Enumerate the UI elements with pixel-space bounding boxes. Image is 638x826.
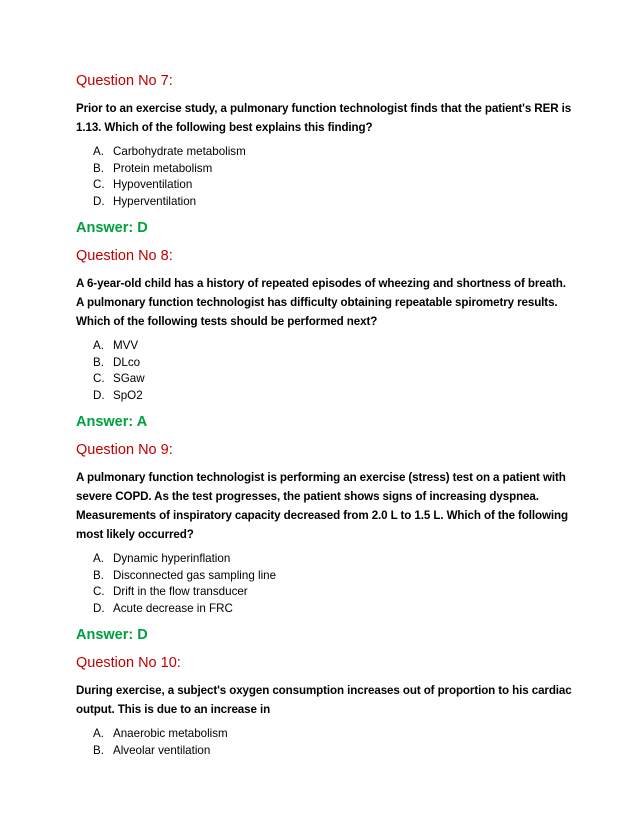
- option-item: [93, 161, 576, 178]
- answer-label: Answer: D: [76, 627, 148, 643]
- option-item: [93, 584, 576, 601]
- option-label: Protein metabolism: [113, 161, 213, 175]
- option-letter: D.: [93, 601, 105, 615]
- question-block: [76, 72, 576, 237]
- option-item: [93, 144, 576, 161]
- option-letter: B.: [93, 355, 104, 369]
- question-text: A 6-year-old child has a history of repeated episodes of wheezing and shortness of breath. A pulmonary function technologist has difficulty obtaining repeatable spirometry results. Which of the following tests should be performed next?: [76, 277, 566, 328]
- option-letter: A.: [93, 339, 104, 352]
- option-label: Dynamic hyperinflation: [113, 552, 231, 565]
- question-heading: Question No 10:: [76, 655, 181, 671]
- option-label: Disconnected gas sampling line: [113, 568, 277, 582]
- document-page: [76, 72, 576, 768]
- option-letter: B.: [93, 743, 104, 757]
- question-block: [76, 441, 576, 644]
- option-list: [93, 551, 576, 617]
- option-item: [93, 601, 576, 618]
- option-item: [93, 355, 576, 372]
- option-label: SpO2: [113, 388, 143, 402]
- question-heading: Question No 9:: [76, 442, 173, 458]
- option-item: [93, 568, 576, 585]
- option-item: [93, 194, 576, 211]
- option-label: Anaerobic metabolism: [113, 727, 228, 740]
- option-item: [93, 388, 576, 405]
- option-list: [93, 726, 576, 759]
- option-letter: A.: [93, 552, 104, 565]
- option-letter: C.: [93, 372, 105, 385]
- option-label: Acute decrease in FRC: [113, 601, 233, 615]
- option-item: [93, 743, 576, 760]
- question-block: [76, 654, 576, 759]
- option-item: [93, 551, 576, 568]
- answer-label: Answer: D: [76, 220, 148, 236]
- option-letter: D.: [93, 388, 105, 402]
- option-item: [93, 177, 576, 194]
- option-label: Hyperventilation: [113, 194, 197, 208]
- option-label: Carbohydrate metabolism: [113, 145, 246, 158]
- question-heading: Question No 7:: [76, 73, 173, 89]
- option-list: [93, 144, 576, 210]
- question-heading: Question No 8:: [76, 248, 173, 264]
- question-text: Prior to an exercise study, a pulmonary function technologist finds that the patient's RER is 1.13. Which of the following best explains this finding?: [76, 102, 572, 134]
- question-text: A pulmonary function technologist is performing an exercise (stress) test on a patient with severe COPD. As the test progresses, the patient shows signs of increasing dyspnea. Measurements of inspiratory capacity decreased from 2.0 L to 1.5 L. Which of the following most likely occurred?: [76, 471, 569, 541]
- question-block: [76, 247, 576, 431]
- option-label: SGaw: [113, 372, 145, 385]
- option-letter: C.: [93, 178, 105, 191]
- option-label: DLco: [113, 355, 141, 369]
- option-letter: A.: [93, 727, 104, 740]
- answer-label: Answer: A: [76, 414, 148, 430]
- option-label: MVV: [113, 339, 139, 352]
- option-list: [93, 338, 576, 404]
- option-letter: B.: [93, 568, 104, 582]
- option-item: [93, 371, 576, 388]
- option-label: Drift in the flow transducer: [113, 585, 248, 598]
- question-text: During exercise, a subject's oxygen consumption increases out of proportion to his cardiac output. This is due to an increase in: [76, 684, 572, 716]
- option-letter: C.: [93, 585, 105, 598]
- option-item: [93, 338, 576, 355]
- option-letter: B.: [93, 161, 104, 175]
- option-item: [93, 726, 576, 743]
- option-letter: D.: [93, 194, 105, 208]
- option-label: Alveolar ventilation: [113, 743, 211, 757]
- option-label: Hypoventilation: [113, 178, 193, 191]
- option-letter: A.: [93, 145, 104, 158]
